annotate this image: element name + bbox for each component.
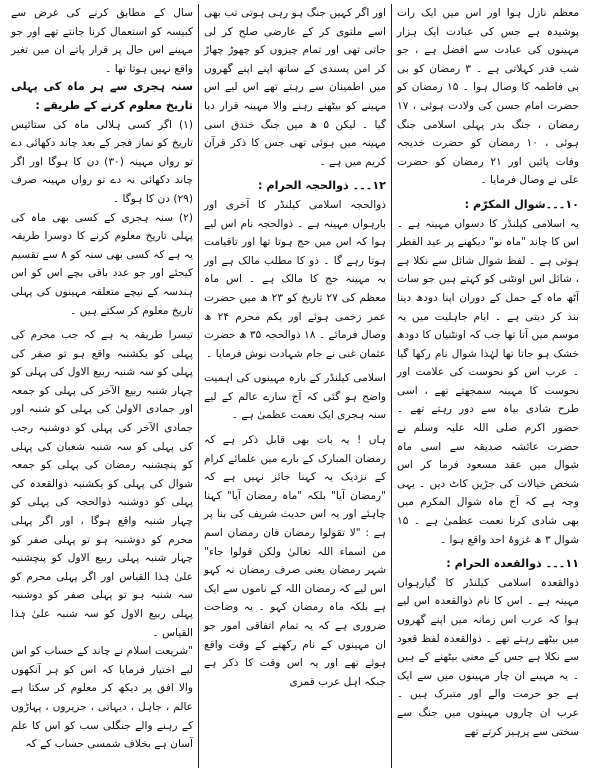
column-divider [391,4,392,768]
section-heading: ۱۲۔۔۔ ذوالحجہ الحرام : [258,179,386,193]
paragraph: یہ اسلامی کیلنڈر کا دسواں مہینہ ہے ۔ اس کا چاند "ماہ نو" دیکھنے پر عید الفطر ہوتی ہے ۔ لفظ شوال شائل سے نکلا ہے ، شائل اس اونٹنی کو کہتے ہیں جو سات آٹھ ماہ کے حمل کے دوران اپنا دودھ دینا بند کر دیتی ہے ۔ ایام جاہلیت میں یہ موسم میں آتا تھا جب کہ اونٹنیاں کا دودھ خشک ہو جاتا تھا لہٰذا شوال نام رکھا گیا ۔ عرب اس کو نحوست کی علامت اور نحوست کا مہینہ سمجھتے تھے ، اسی طرح شادی بیاہ سے دور رہتے تھے ۔ حضور اکرم صلی اللہ علیہ وسلم نے حضرت عائشہ صدیقہ سے اسی ماہ شوال میں عقد مسعود فرما کر اس شخص خیالات کی جڑیں کاٹ دیں ۔ یہی وجہ ہے کہ آج ماہ شوال المکرم میں بھی شادی کرنا نعمت عظمیٰ ہے ۔ ۱۵ شوال ۳ ھ غزوۂ احد واقع ہوا ۔ [397,217,579,546]
paragraph: ہاں ! یہ بات بھی قابل ذکر ہے کہ رمضان المبارک کے بارے میں علمائے کرام کے نزدیک یہ کہنا جائز نہیں ہے کہ "رمضان آیا" بلکہ "ماہ رمضان آیا" کہنا چاہئے اور یہ اس حدیث شریف کی بنا پر ہے : "لا تقولوا رمضان فان رمضان اسم من اسماء اللہ تعالیٰ ولکن قولوا جاء" شہر رمضان یعنی صرف رمضان نہ کہو اس لیے کہ رمضان اللہ کے ناموں سے ایک ہے بلکہ ماہ رمضان کہو ۔ یہ وضاحت ضروری ہے کہ یہ تمام اتفاقی امور جو ان مہینوں کے نام رکھنے کے وقت واقع ہوئے تھے اور یہ اس وقت کا ذکر ہے جبکہ اہل عرب قمری [204,434,386,688]
section-heading: سنہ ہجری سے ہر ماہ کی پہلی تاریخ معلوم کرنے کے طریقے : [11,80,193,112]
paragraph: ذوالقعدہ اسلامی کیلنڈر کا گیارہواں مہینہ ہے ۔ اس کا نام ذوالقعدہ اس لیے ہوا کہ عرب اس زمانہ میں اپنے گھروں میں بیٹھے رہتے تھے ۔ ذوالقعدہ لفظ قعود سے نکلا ہے جس کے معنی بیٹھنے کے ہیں ۔ یہ مہینے ان چار مہینوں میں سے ایک ہے جو حرمت والے اور متبرک ہیں ۔ عرب ان چاروں مہینوں میں جنگ سے سختی سے پرہیز کرتے تھے [397,576,579,738]
column-middle [199,4,391,768]
column-right [392,4,584,768]
paragraph: اور اگر کہیں جنگ ہو رہی ہوتی تب بھی اسے ملتوی کر کے عارضی صلح کر لی جاتی تھی اور تمام چیزوں کو چھوڑ چھاڑ کر امن پسندی کے ساتھ اپنے اپنے گھروں میں اطمینان سے رہتے تھے اس لیے اس مہینے کو بیٹھنے رہنے والا مہینہ قرار دیا گیا ۔ لیکن ۵ ھ میں جنگ خندق اسی مہینہ میں ہوئی تھی جس کا ذکر قرآن کریم میں ہے ۔ [204,7,386,168]
column-left [6,4,198,768]
paragraph: سال کے مطابق کرنے کی غرض سے کبیسہ کو استعمال کرنا جانتے تھے اور جو مہینے اس حال پر قرار پاتے ان میں تغیر واقع نہیں ہوتا تھا ۔ [11,7,193,75]
paragraph: (۱) اگر کسی ہلالی ماہ کی ستائیس تاریخ کو نماز فجر کے بعد چاند دکھائی دے تو رواں مہینہ (۳۰) دن کا ہوگا اور اگر چاند دکھائی نہ دے تو رواں مہینہ صرف (۲۹) دن کا ہوگا ۔ [11,118,193,205]
paragraph: تیسرا طریقہ یہ ہے کہ جب محرم کی پہلی کو یکشنبہ واقع ہو تو صفر کی پہلی کو سہ شنبہ ربیع الاول کی پہلی کو چہار شنبہ ربیع الآخر کی پہلی کو جمعہ اور جمادی الاولیٰ کی پہلی کو شنبہ اور جمادی الآخر کی پہلی کو دوشنبہ رجب کی پہلی کو سہ شنبہ شعبان کی پہلی کو پنچشنبہ رمضان کی پہلی کو جمعہ شوال کی پہلی کو یکشنبہ ذوالقعدہ کی پہلی کو دوشنبہ ذوالحجہ کی پہلی کو چہار شنبہ واقع ہوگا ، اور اگر پہلی محرم کو دوشنبہ ہو تو پہلی صفر کو چہار شنبہ پہلی ربیع الاول کو پنچشنبہ علیٰ ہٰذا القیاس اور اگر پہلی محرم کو سہ شنبہ ہو تو پہلی صفر کو دوشنبہ پہلی ربیع الاول کو سہ شنبہ علیٰ ہٰذا القیاس ۔ [11,329,193,639]
section-heading: ۱۱۔۔۔ ذوالقعدہ الحرام : [446,557,579,571]
paragraph: "شریعت اسلام نے چاند کے حساب کو اس لیے اختیار فرمایا کہ اس کو ہر آنکھوں والا افق پر دیکھ کر معلوم کر سکتا ہے عالم ، جاہل ، دیہاتی ، جزیروں ، پہاڑوں کے رہنے والے جنگلی سب کو اس کا علم آسان ہے بخلاف شمسی حساب کے کہ [11,645,193,751]
paragraph: (۲) سنہ ہجری کے کسی بھی ماہ کی پہلی تاریخ معلوم کرنے کا دوسرا طریقہ یہ ہے کہ کسی بھی سنہ کو ۸ سے تقسیم کیجئے اور جو عدد باقی بچے اس کو اس ہندسہ کے نیچے متعلقہ مہینوں کی پہلی تاریخ معلوم کر سکتے ہیں ۔ [11,211,193,317]
section-heading: ۱۰۔۔۔شوال المکرّم : [464,197,579,211]
paragraph: معظم نازل ہوا اور اس میں ایک رات پوشیدہ ہے جس کی عبادت ایک ہزار مہینوں کی عبادت سے افضل ہے ، جو شب قدر کہلاتی ہے ۔ ۳ رمضان کو بی بی فاطمہ کا وصال ہوا ۔ ۱۵ رمضان کو حضرت امام حسن کی ولادت ہوئی ، ۱۷ رمضان ، جنگ بدر پہلی اسلامی جنگ ہوئی ، ۱۰ رمضان کو حضرت خدیجہ وفات پائیں اور ۲۱ رمضان کو حضرت علی نے وصال فرمایا ۔ [397,7,579,187]
paragraph: اسلامی کیلنڈر کے بارہ مہینوں کی اہمیت واضح ہو گئی کہ آج سارے عالم کے لیے سنہ ہجری ایک نعمت عظمیٰ ہے ۔ [204,372,386,422]
paragraph: ذوالحجہ اسلامی کیلنڈر کا آخری اور بارہواں مہینہ ہے ۔ ذوالحجہ نام اس لیے ہوا کہ اس میں حج ہوتا تھا اور تاقیامت ہوتا رہے گا ۔ ذو کا مطلب مالک ہے اور یہ مہینہ حج کا مالک ہے ۔ اس ماہ معظم کی ۲۷ تاریخ کو ۲۳ ھ میں حضرت عمر زخمی ہوئے اور یکم محرم ۲۴ ھ وصال فرمائے ۔ ۱۸ ذوالحجہ ۳۵ ھ حضرت عثمان غنی نے جام شہادت نوش فرمایا ۔ [204,198,386,360]
column-divider [198,4,199,768]
